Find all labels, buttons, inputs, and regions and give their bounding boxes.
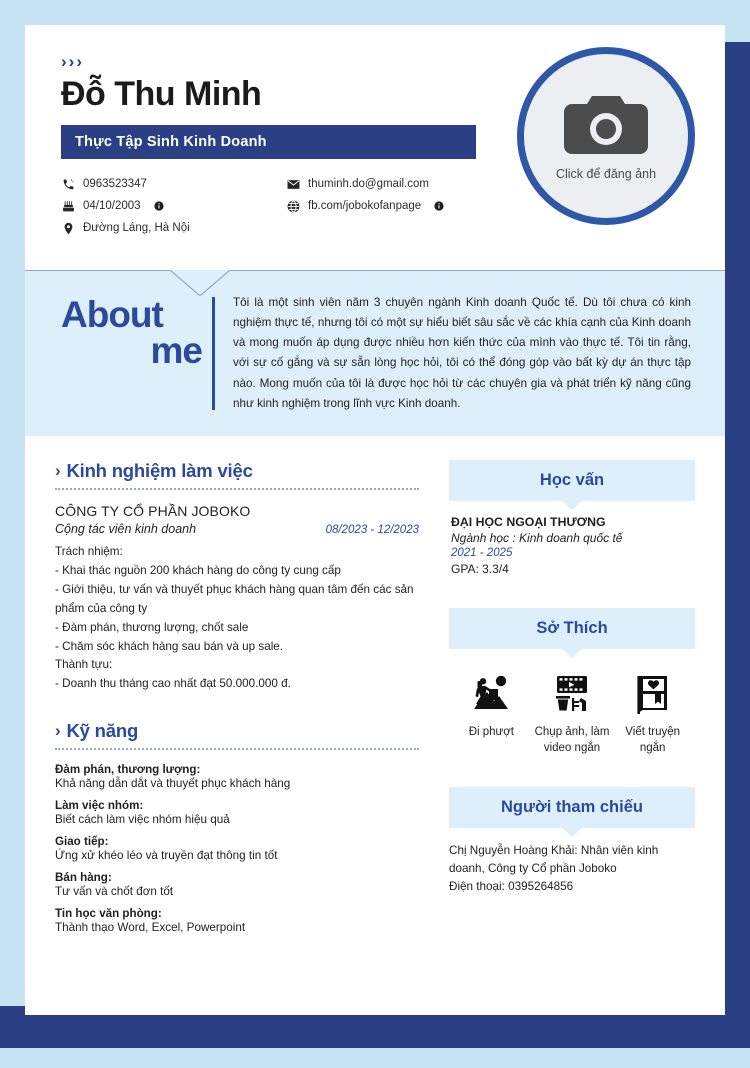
- education-years: 2021 - 2025: [451, 546, 513, 559]
- camera-icon: [564, 92, 648, 163]
- skill-description: Tư vấn và chốt đơn tốt: [55, 885, 174, 899]
- contact-email-value: thuminh.do@gmail.com: [308, 178, 429, 191]
- skills-list: [55, 763, 419, 934]
- skill-description: Ứng xử khéo léo và truyền đạt thông tin tốt: [55, 849, 278, 863]
- chevron-right-icon: ›: [55, 721, 61, 741]
- hobby-label: Chụp ảnh, làm video ngắn: [534, 725, 610, 755]
- contact-address-value: Đường Láng, Hà Nội: [83, 222, 190, 235]
- reference-line: Chị Nguyễn Hoàng Khải: Nhân viên kinh: [449, 844, 659, 858]
- book-heart-icon: [612, 671, 693, 717]
- reference-line: doanh, Công ty Cổ phần Joboko: [449, 862, 617, 876]
- hobby-label: Đi phượt: [468, 725, 514, 738]
- about-section: [25, 270, 725, 436]
- experience-line: Trách nhiệm:: [55, 544, 123, 558]
- experience-company: CÔNG TY CỔ PHẦN JOBOKO: [55, 502, 251, 519]
- hobbies-list: [449, 665, 695, 757]
- contact-birthday-value: 04/10/2003: [83, 200, 141, 213]
- contact-column-left: [61, 173, 276, 239]
- globe-icon: [286, 199, 300, 213]
- experience-line: - Giới thiệu, tư vấn và thuyết phục khách hàng quan tâm đến các sản phẩm của công ty: [55, 582, 414, 615]
- about-notch-decoration: [170, 270, 230, 296]
- info-icon-birthday[interactable]: [154, 201, 164, 211]
- cv-card: [25, 25, 725, 1015]
- photo-upload-caption: Click để đăng ảnh: [555, 166, 657, 181]
- right-column: [443, 454, 725, 944]
- skill-name: Bán hàng:: [55, 871, 112, 885]
- job-title-bar[interactable]: Thực Tập Sinh Kinh Doanh: [61, 125, 476, 159]
- reference-line: Điện thoại: 0395264856: [449, 880, 574, 894]
- phone-icon: [61, 177, 75, 191]
- contact-website[interactable]: [286, 195, 516, 217]
- reference-header-box: [449, 787, 695, 828]
- experience-role: Cộng tác viên kinh doanh: [55, 521, 197, 536]
- experience-line: - Chăm sóc khách hàng sau bán và up sale.: [55, 639, 284, 653]
- page-bottom-strip: [0, 1048, 750, 1068]
- birthday-icon: [61, 199, 75, 213]
- experience-role-row: [55, 522, 419, 536]
- about-label-line2: me: [150, 330, 202, 372]
- skill-item[interactable]: [55, 907, 419, 934]
- skills-heading: [55, 720, 419, 742]
- experience-description[interactable]: [55, 543, 419, 695]
- contact-email[interactable]: [286, 173, 516, 195]
- education-school: ĐẠI HỌC NGOẠI THƯƠNG: [451, 514, 606, 529]
- experience-line: Thành tựu:: [55, 658, 113, 672]
- skills-divider: [55, 748, 419, 750]
- candidate-name[interactable]: Đỗ Thu Minh: [61, 75, 262, 113]
- experience-heading: [55, 460, 419, 482]
- reference-content[interactable]: [449, 842, 695, 896]
- hobbies-heading: Sở Thích: [536, 618, 608, 637]
- contact-phone[interactable]: [61, 173, 276, 195]
- skill-name: Đàm phán, thương lượng:: [55, 763, 201, 777]
- skill-item[interactable]: [55, 799, 419, 826]
- contact-birthday[interactable]: [61, 195, 276, 217]
- skill-name: Tin học văn phòng:: [55, 907, 162, 921]
- skill-description: Biết cách làm việc nhóm hiệu quả: [55, 813, 230, 827]
- hobby-item[interactable]: [612, 671, 693, 757]
- cv-body: [25, 436, 725, 944]
- skills-heading-label: Kỹ năng: [66, 720, 139, 742]
- contact-column-right: [286, 173, 516, 217]
- experience-line: - Đàm phán, thương lượng, chốt sale: [55, 620, 249, 634]
- chevron-decoration: ›››: [61, 52, 84, 71]
- chevron-right-icon: ›: [55, 460, 61, 480]
- photo-upload-button[interactable]: [517, 47, 695, 225]
- hobbies-header-box: [449, 608, 695, 649]
- hobby-label: Viết truyện ngắn: [625, 725, 681, 755]
- education-heading: Học vấn: [539, 470, 605, 489]
- education-gpa: GPA: 3.3/4: [451, 561, 509, 576]
- experience-item: [55, 503, 419, 695]
- education-header-box: [449, 460, 695, 501]
- experience-divider: [55, 488, 419, 490]
- experience-line: - Khai thác nguồn 200 khách hàng do công ty cung cấp: [55, 563, 341, 577]
- skill-item[interactable]: [55, 871, 419, 898]
- contact-address[interactable]: [61, 217, 276, 239]
- location-pin-icon: [61, 221, 75, 235]
- about-text[interactable]: Tôi là một sinh viên năm 3 chuyên ngành Kinh doanh Quốc tế. Dù tôi chưa có kinh nghiệm thực tế, nhưng tôi có một sự hiểu biết sâu sắc về các khía cạnh của Kinh doanh và mong muốn áp dụng được nhiều hơn kiến thức của mình vào thực tế. Tôi tin rằng, với sự cố gắng và sự sẵn lòng học hỏi, tôi có thể đóng góp vào bất kỳ dự án thực tập nào. Mong muốn của tôi là được học hỏi từ các chuyên gia và phát triển kỹ năng cũng như kinh nghiệm trong lĩnh vực Kinh doanh.: [233, 296, 691, 410]
- experience-heading-label: Kinh nghiệm làm việc: [66, 459, 253, 481]
- experience-line: - Doanh thu tháng cao nhất đạt 50.000.000 đ.: [55, 677, 291, 691]
- skill-item[interactable]: [55, 763, 419, 790]
- skill-name: Làm việc nhóm:: [55, 799, 144, 813]
- left-column: [25, 454, 443, 944]
- skill-item[interactable]: [55, 835, 419, 862]
- video-camera-icon: [532, 671, 613, 717]
- contact-website-value: fb.com/jobokofanpage: [308, 200, 422, 213]
- experience-date: 08/2023 - 12/2023: [325, 523, 419, 536]
- email-icon: [286, 177, 300, 191]
- hobby-item[interactable]: [532, 671, 613, 757]
- info-icon-website[interactable]: [434, 201, 444, 211]
- reference-heading: Người tham chiếu: [501, 798, 643, 817]
- cv-header: [25, 25, 725, 270]
- education-major: Ngành học : Kinh doanh quốc tế: [451, 530, 623, 545]
- hobby-item[interactable]: [451, 671, 532, 757]
- contact-phone-value: 0963523347: [83, 178, 147, 191]
- skill-name: Giao tiếp:: [55, 835, 109, 849]
- about-label-line1: About: [61, 294, 163, 335]
- education-content[interactable]: [449, 515, 695, 576]
- about-divider: [212, 297, 215, 410]
- hiking-icon: [451, 671, 532, 717]
- skill-description: Thành thạo Word, Excel, Powerpoint: [55, 921, 246, 935]
- skill-description: Khả năng dẫn dắt và thuyết phục khách hàng: [55, 777, 291, 791]
- about-label: [55, 293, 210, 414]
